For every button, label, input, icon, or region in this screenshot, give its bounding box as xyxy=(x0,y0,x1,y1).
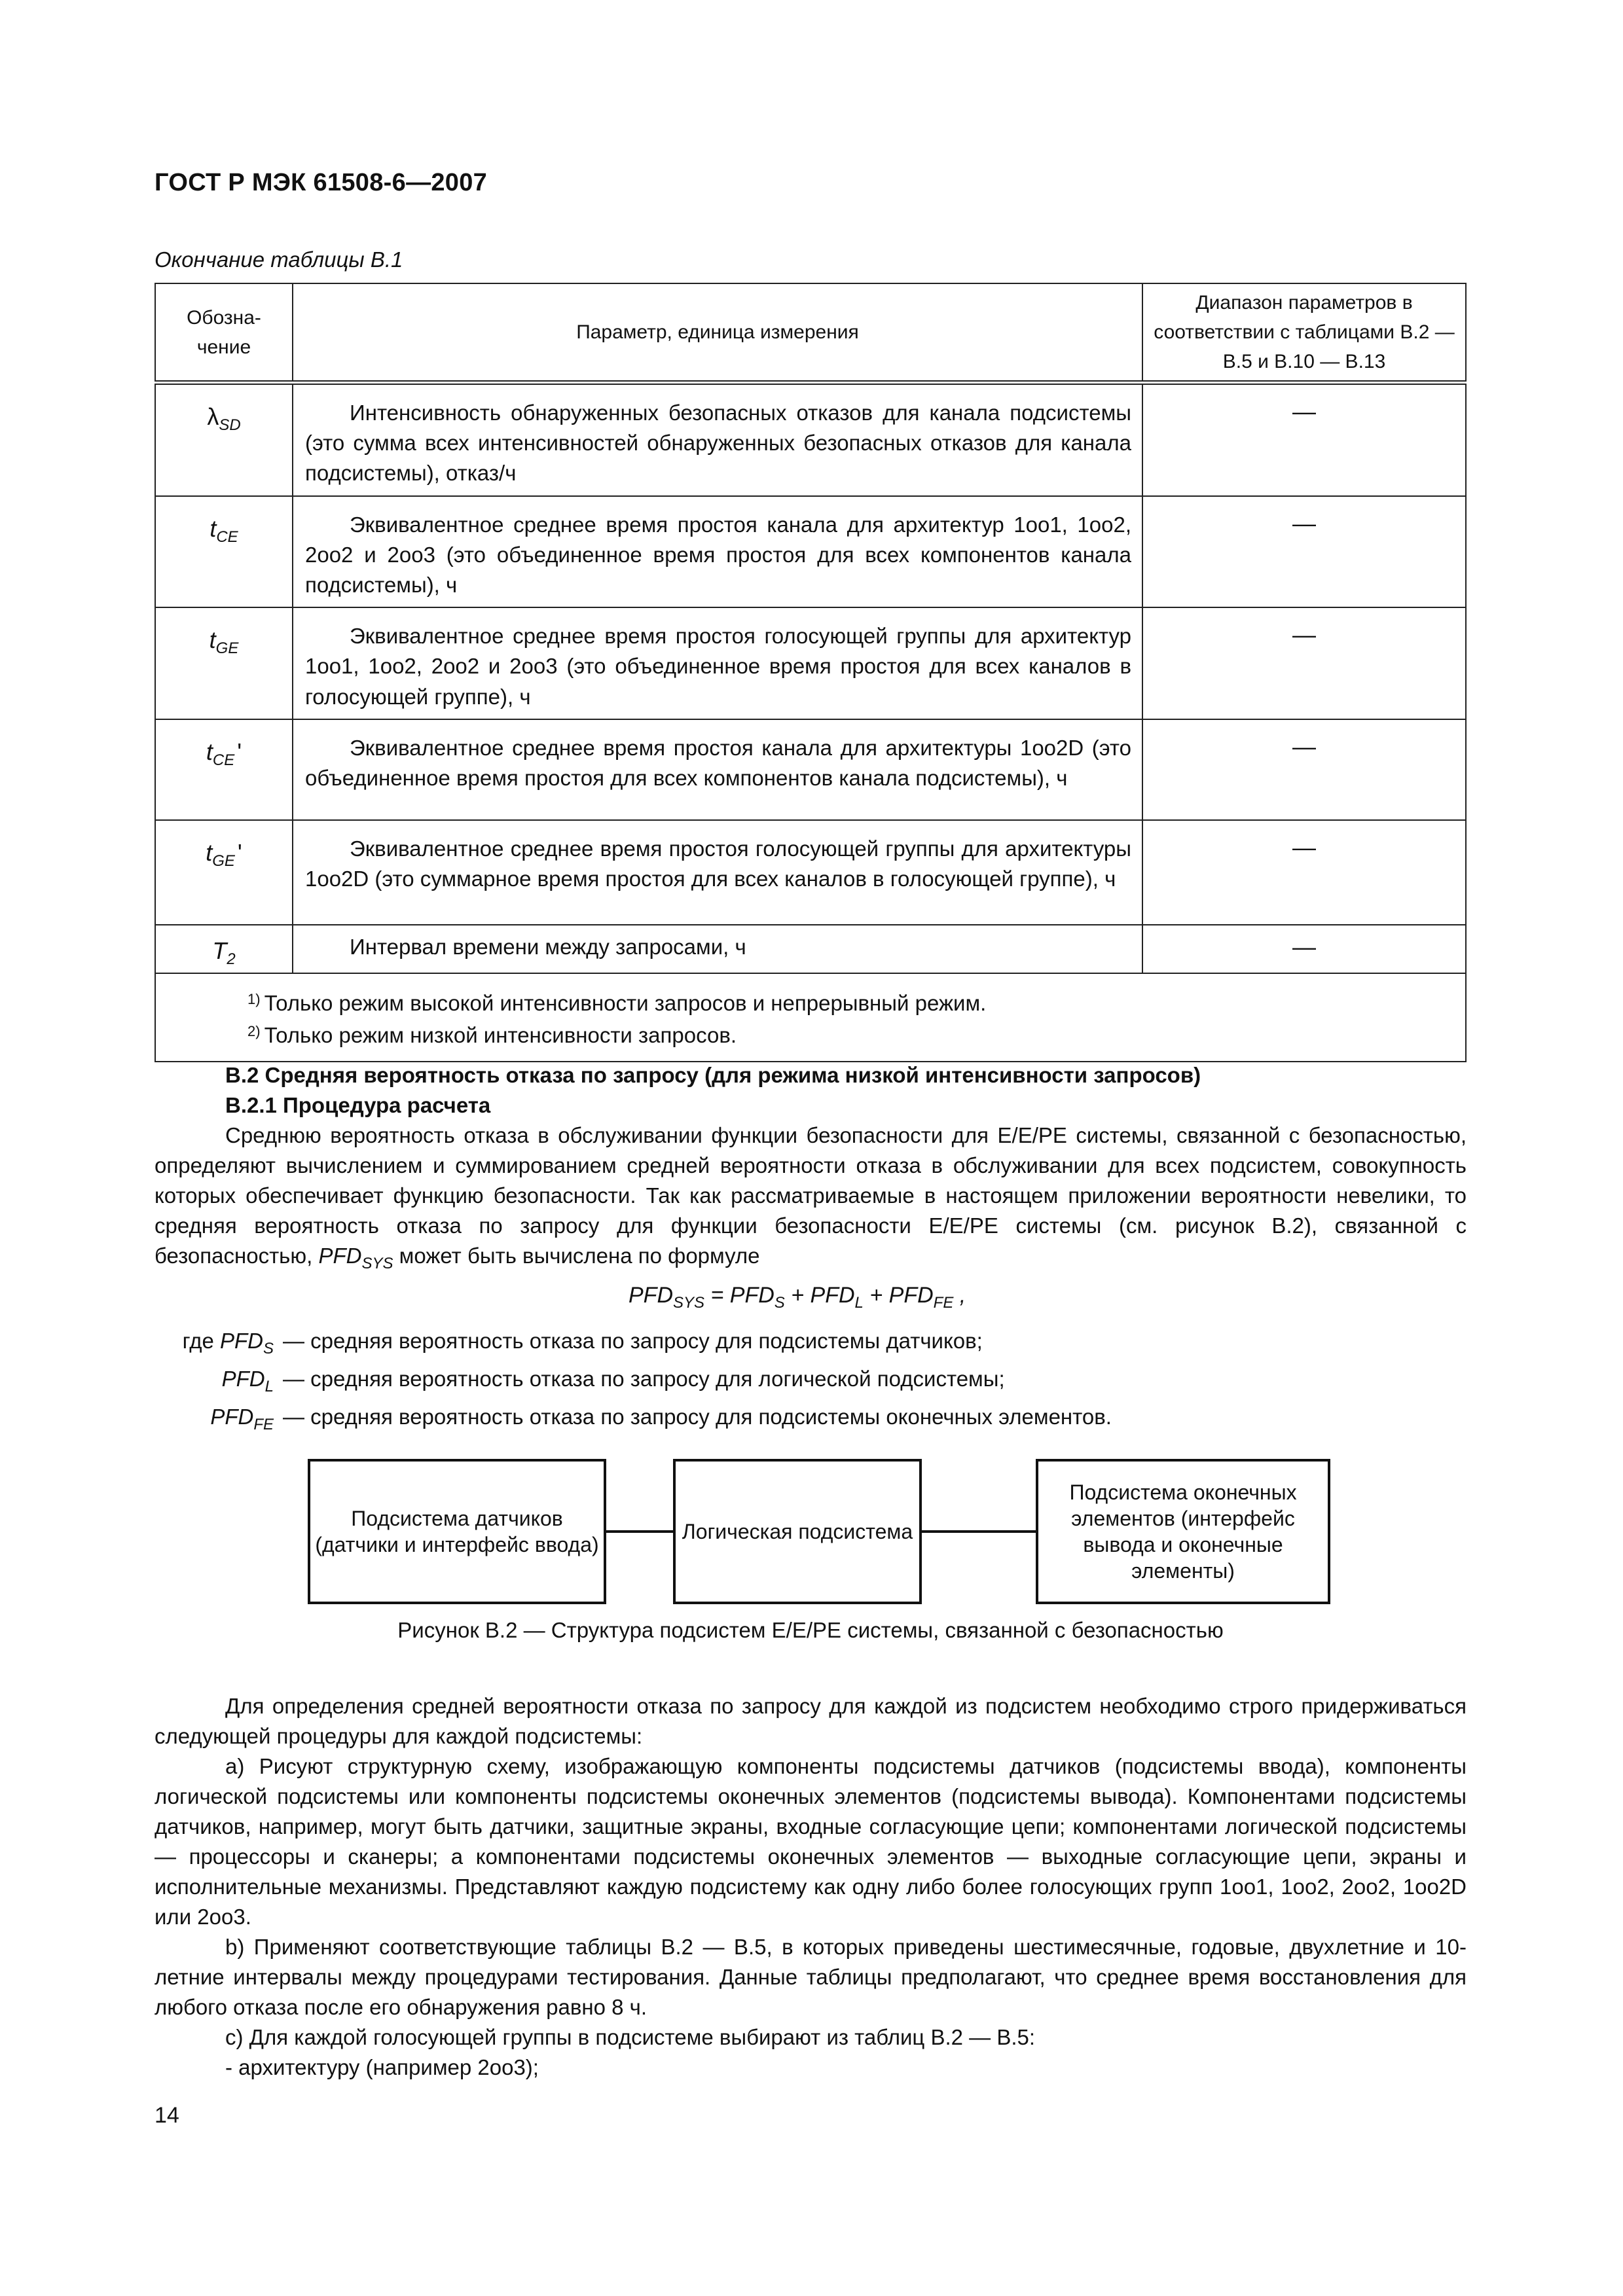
list-item-c1: - архитектуру (например 2oo3); xyxy=(225,2055,539,2079)
table-caption: Окончание таблицы B.1 xyxy=(155,247,403,272)
description-cell: Эквивалентное среднее время простоя канала для архитектур 1oo1, 1oo2, 2oo2 и 2oo3 (это объединенное время простоя для всех компонентов канала подсистемы), ч xyxy=(293,496,1142,608)
symbol-cell: $t_{GE}$ xyxy=(155,607,293,719)
table-row xyxy=(155,607,1466,719)
figure-caption: Рисунок B.2 — Структура подсистем E/E/PE системы, связанной с безопасностью xyxy=(397,1618,1224,1642)
section-b2 xyxy=(155,1060,1467,1279)
symbol-cell: $\lambda_{SD}$ xyxy=(155,383,293,496)
description-cell: Эквивалентное среднее время простоя голосующей группы для архитектуры 1oo2D (это суммарное время простоя для всех каналов в голосующей группе), ч xyxy=(293,820,1142,925)
symbol-cell: $t_{CE}$ ' xyxy=(155,719,293,820)
symbol-cell: $T_2$ xyxy=(155,925,293,973)
description-cell: Эквивалентное среднее время простоя голосующей группы для архитектур 1oo1, 1oo2, 2oo2 и 2oo3 (это объединенное время простоя для всех каналов в голосующей группе), ч xyxy=(293,607,1142,719)
range-cell: — xyxy=(1142,383,1466,496)
list-item-a: a) Рисуют структурную схему, изображающую компоненты подсистемы датчиков (подсистемы ввода), компоненты логической подсистемы или компоненты подсистемы оконечных элементов (подсистемы вывода). Компонентами подсистемы датчиков, например, могут быть датчики, защитные экраны, входные согласующие цепи; компонентами логической подсистемы — процессоры и сканеры; а компонентами подсистемы оконечных элементов — выходные согласующие цепи, экраны и исполнительные механизмы. Представляют каждую подсистему как одну либо более голосующих групп 1oo1, 1oo2, 2oo2, 1oo2D или 2oo3. xyxy=(155,1754,1467,1929)
list-item-b: b) Применяют соответствующие таблицы B.2 — B.5, в которых приведены шестимесячные, годовые, двухлетние и 10-летние интервалы между процедурами тестирования. Данные таблицы предполагают, что среднее время восстановления для любого отказа после его обнаружения равно 8 ч. xyxy=(155,1935,1467,2019)
formula-legend xyxy=(155,1326,1112,1440)
symbol-cell: $t_{CE}$ xyxy=(155,496,293,608)
standard-header: ГОСТ Р МЭК 61508-6—2007 xyxy=(155,169,488,196)
range-cell: — xyxy=(1142,719,1466,820)
diagram-box-sensors: Подсистема датчиков (датчики и интерфейс ввода) xyxy=(308,1459,606,1604)
table-row xyxy=(155,820,1466,925)
description-cell: Интенсивность обнаруженных безопасных отказов для канала подсистемы (это сумма всех интенсивностей обнаруженных безопасных отказов для канала подсистемы), отказ/ч xyxy=(293,383,1142,496)
heading-b21: B.2.1 Процедура расчета xyxy=(225,1093,491,1117)
procedure-text xyxy=(155,1691,1467,2083)
page-number: 14 xyxy=(155,2103,179,2128)
paragraph-procedure: Среднюю вероятность отказа в обслуживании функции безопасности для E/E/PE системы, связанной с безопасностью, определяют вычислением и суммированием средней вероятности отказа в обслуживании для всех подсистем, совокупность которых обеспечивает функцию безопасности. Так как рассматриваемые в настоящем приложении вероятности невелики, то средняя вероятность отказа по запросу для функции безопасности E/E/PE системы (см. рисунок B.2), связанной с безопасностью, $PFD_{SYS}$ может быть вычислена по формуле xyxy=(155,1123,1467,1272)
table-row xyxy=(155,383,1466,496)
parameters-table xyxy=(155,283,1467,1062)
symbol-cell: $t_{GE}$ ' xyxy=(155,820,293,925)
formula-pfd-sys: $PFD_{SYS} = PFD_S + PFD_L + PFD_{FE}$ , xyxy=(629,1283,966,1312)
diagram-connector xyxy=(922,1530,1036,1533)
table-notes xyxy=(155,973,1466,1062)
description-cell: Эквивалентное среднее время простоя канала для архитектуры 1oo2D (это объединенное время простоя для всех компонентов канала подсистемы), ч xyxy=(293,719,1142,820)
diagram-box-final-elements: Подсистема оконечных элементов (интерфейс вывода и оконечные элементы) xyxy=(1036,1459,1330,1604)
heading-b2: B.2 Средняя вероятность отказа по запросу (для режима низкой интенсивности запросов) xyxy=(225,1063,1201,1087)
col-header-range: Диапазон параметров в соответствии с таблицами B.2 — B.5 и B.10 — B.13 xyxy=(1142,283,1466,383)
table-notes-row xyxy=(155,973,1466,1062)
table-row xyxy=(155,719,1466,820)
range-cell: — xyxy=(1142,925,1466,973)
list-item-c: c) Для каждой голосующей группы в подсистеме выбирают из таблиц B.2 — B.5: xyxy=(225,2025,1036,2049)
table-note: $^{1)}$ Только режим высокой интенсивности запросов и непрерывный режим. xyxy=(247,990,987,1015)
diagram-connector xyxy=(606,1530,673,1533)
col-header-symbol: Обозна-чение xyxy=(155,283,293,383)
paragraph-procedure-intro: Для определения средней вероятности отказа по запросу для каждой из подсистем необходимо строго придерживаться следующей процедуры для каждой подсистемы: xyxy=(155,1694,1467,1748)
table-row xyxy=(155,925,1466,973)
legend-item: $PFD_{FE}$ — средняя вероятность отказа по запросу для подсистемы оконечных элементов. xyxy=(210,1405,1112,1433)
range-cell: — xyxy=(1142,607,1466,719)
description-cell: Интервал времени между запросами, ч xyxy=(293,925,1142,973)
legend-item: $PFD_L$ — средняя вероятность отказа по запросу для логической подсистемы; xyxy=(221,1367,1005,1395)
range-cell: — xyxy=(1142,820,1466,925)
table-note: $^{2)}$ Только режим низкой интенсивности запросов. xyxy=(247,1023,737,1048)
diagram-box-logic: Логическая подсистема xyxy=(673,1459,922,1604)
col-header-parameter: Параметр, единица измерения xyxy=(293,283,1142,383)
table-row xyxy=(155,496,1466,608)
range-cell: — xyxy=(1142,496,1466,608)
legend-item: где $PFD_S$ — средняя вероятность отказа по запросу для подсистемы датчиков; xyxy=(182,1329,983,1357)
